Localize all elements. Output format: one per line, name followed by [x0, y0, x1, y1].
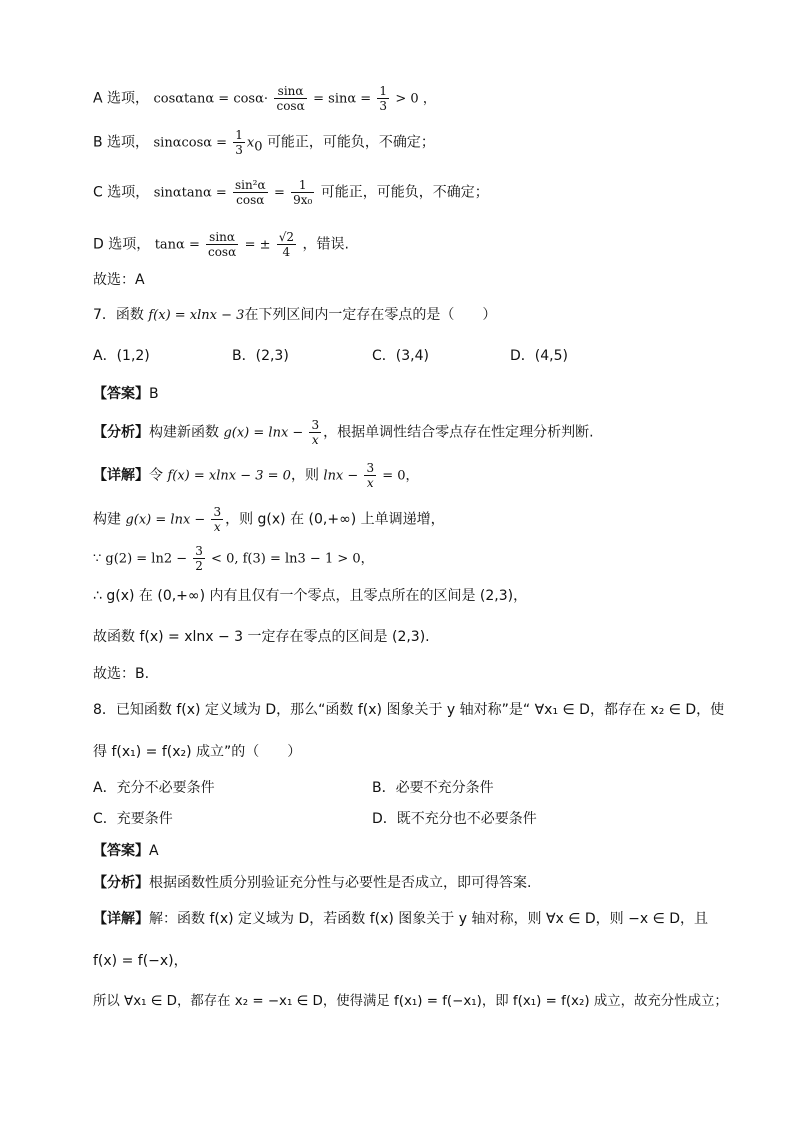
answer-tag: 【答案】 — [93, 843, 149, 859]
fraction — [211, 505, 223, 534]
text: 根据函数性质分别验证充分性与必要性是否成立，即可得答案. — [149, 875, 532, 891]
fraction — [274, 84, 306, 113]
answer-value: B — [149, 386, 159, 402]
q7-option-b: B．(2,3) — [232, 348, 289, 364]
numerator: sin²α — [234, 178, 266, 192]
q6-choice: 故选：A — [93, 272, 145, 288]
fraction — [193, 544, 205, 573]
q8-analysis — [93, 873, 531, 893]
label: D 选项， — [93, 236, 151, 253]
formula: > 0 ， — [395, 91, 436, 107]
fraction — [206, 230, 238, 259]
option-a-analysis — [93, 84, 436, 113]
formula: = — [274, 185, 290, 201]
answer-value: A — [149, 843, 159, 859]
q8-answer — [93, 841, 159, 861]
numerator: 1 — [291, 178, 314, 193]
formula: f(x) = xlnx − 3 — [148, 308, 245, 323]
analysis-tag: 【分析】 — [93, 875, 149, 891]
q7-detail-line-4: ∴ g(x) 在 (0,+∞) 内有且仅有一个零点，且零点所在的区间是 (2,3)， — [93, 588, 528, 604]
detail-tag: 【详解】 — [93, 467, 149, 484]
text: 可能正，可能负，不确定； — [320, 184, 489, 201]
text: 解：函数 f(x) 定义域为 D，若函数 f(x) 图象关于 y 轴对称，则 ∀x ∈ D，则 −x ∈ D，且 — [149, 911, 709, 927]
numerator: 3 — [195, 544, 203, 558]
fraction — [233, 178, 268, 207]
question-8-line-2: 得 f(x₁) = f(x₂) 成立”的（ ） — [93, 744, 302, 760]
q8-detail — [93, 909, 708, 929]
formula: tanα = — [154, 237, 204, 253]
formula: lnx − — [323, 468, 363, 484]
denominator: x — [366, 476, 374, 490]
q7-analysis — [93, 418, 594, 447]
fraction — [277, 230, 296, 259]
question-8-line-1: 8．已知函数 f(x) 定义域为 D，那么“函数 f(x) 图象关于 y 轴对称”是“ ∀x₁ ∈ D，都存在 x₂ ∈ D，使 — [93, 702, 725, 718]
q8-option-b: B．必要不充分条件 — [372, 780, 494, 796]
q7-detail-line-2 — [93, 505, 445, 534]
denominator: cosα — [236, 193, 265, 207]
formula: cosαtanα = cosα· — [153, 91, 269, 107]
q7-answer — [93, 384, 159, 404]
formula: f(x) = xlnx − 3 = 0 — [167, 468, 291, 484]
numerator: √2 — [278, 230, 294, 244]
numerator: 3 — [366, 461, 375, 475]
formula: g(x) = lnx − — [125, 512, 210, 528]
denominator: 3 — [235, 143, 243, 157]
denominator: 4 — [282, 245, 291, 259]
q7-option-c: C．(3,4) — [372, 348, 429, 364]
text: 令 — [149, 467, 168, 484]
numerator: sinα — [206, 230, 238, 245]
text: ，则 — [290, 467, 324, 484]
formula: = sinα = — [313, 91, 376, 107]
q7-choice: 故选：B. — [93, 666, 150, 682]
denominator: cosα — [276, 99, 305, 113]
denominator: 9x₀ — [293, 193, 313, 207]
formula: < 0, f(3) = ln3 − 1 > 0， — [206, 551, 374, 567]
fraction — [377, 84, 389, 113]
text: 构建 — [93, 511, 126, 528]
label: A 选项， — [93, 90, 150, 107]
label: C 选项， — [93, 184, 150, 201]
q8-option-a: A．充分不必要条件 — [93, 780, 215, 796]
q8-detail-line-3: 所以 ∀x₁ ∈ D，都存在 x₂ = −x₁ ∈ D，使得满足 f(x₁) = f(−x₁)，即 f(x₁) = f(x₂) 成立，故充分性成立； — [93, 994, 728, 1009]
q8-option-d: D．既不充分也不必要条件 — [372, 811, 537, 827]
formula: sinαtanα = — [153, 185, 231, 201]
formula: ∵ g(2) = ln2 − — [93, 551, 192, 567]
question-number: 7．函数 — [93, 307, 149, 323]
numerator: 3 — [311, 418, 320, 432]
formula: = ± — [244, 237, 275, 253]
q8-detail-line-2: f(x) = f(−x)， — [93, 953, 188, 969]
text: 可能正，可能负，不确定； — [266, 134, 435, 151]
option-c-analysis — [93, 178, 489, 207]
question-text: 在下列区间内一定存在零点的是（ ） — [244, 307, 497, 323]
text: 构建新函数 — [149, 424, 224, 441]
answer-tag: 【答案】 — [93, 386, 149, 402]
fraction — [233, 128, 245, 157]
numerator: 3 — [213, 505, 222, 519]
formula: g(x) = lnx − — [223, 425, 308, 441]
q7-detail-line-5: 故函数 f(x) = xlnx − 3 一定存在零点的区间是 (2,3). — [93, 629, 430, 645]
option-d-analysis — [93, 230, 349, 259]
numerator: sinα — [274, 84, 306, 99]
q7-option-a: A．(1,2) — [93, 348, 150, 364]
text: ，错误. — [302, 236, 349, 253]
denominator: cosα — [207, 245, 237, 259]
analysis-tag: 【分析】 — [93, 424, 149, 441]
label: B 选项， — [93, 134, 150, 151]
fraction — [291, 178, 314, 207]
text: ，则 g(x) 在 (0,+∞) 上单调递增， — [225, 511, 445, 528]
option-b-analysis — [93, 128, 435, 157]
formula: = 0， — [378, 468, 419, 484]
q7-option-d: D．(4,5) — [510, 348, 568, 364]
formula: sinαcosα = — [153, 135, 232, 151]
variable: x — [246, 135, 255, 151]
detail-tag: 【详解】 — [93, 911, 149, 927]
denominator: 3 — [379, 99, 387, 113]
q8-option-c: C．充要条件 — [93, 811, 173, 827]
denominator: 2 — [195, 559, 203, 573]
subscript: 0 — [254, 139, 263, 155]
fraction — [309, 418, 321, 447]
text: ，根据单调性结合零点存在性定理分析判断. — [323, 424, 594, 441]
question-7 — [93, 305, 496, 326]
numerator: 1 — [379, 84, 387, 98]
q7-detail — [93, 461, 419, 490]
fraction — [364, 461, 376, 490]
q7-detail-line-3 — [93, 544, 374, 573]
denominator: x — [311, 433, 319, 447]
denominator: x — [213, 520, 221, 534]
numerator: 1 — [235, 128, 243, 142]
